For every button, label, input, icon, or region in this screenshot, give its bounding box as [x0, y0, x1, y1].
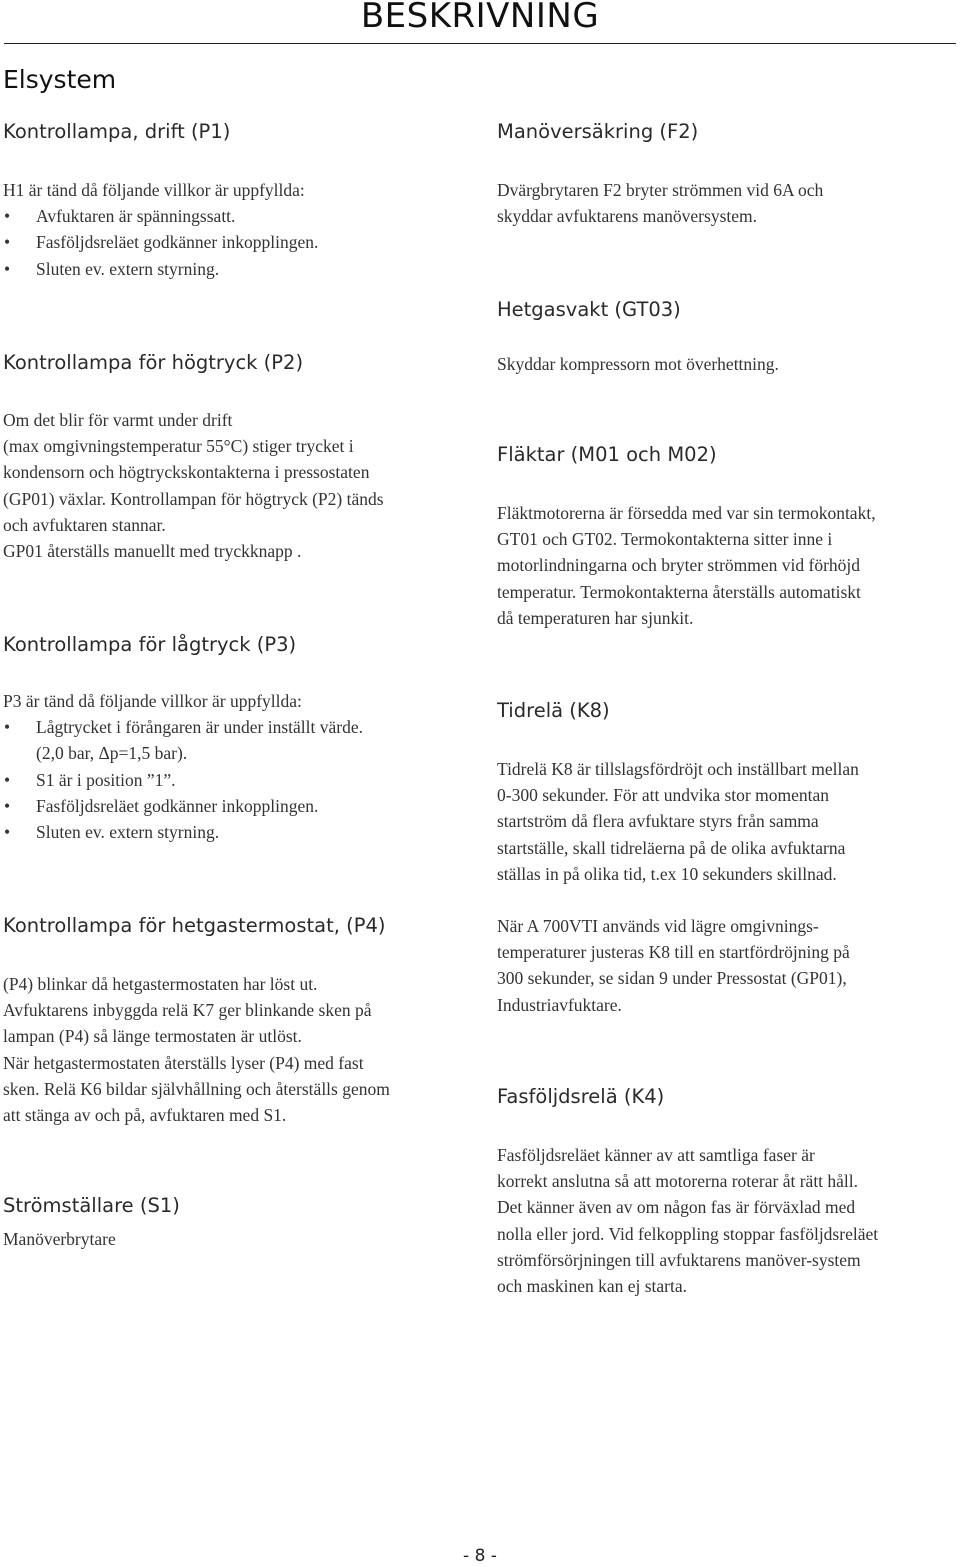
p4-line: sken. Relä K6 bildar självhållning och återställs genom: [3, 1078, 390, 1099]
p2-heading: Kontrollampa för högtryck (P2): [3, 351, 304, 374]
k8-line: startställe, skall tidreläerna på de olika avfuktarna: [497, 837, 846, 858]
p3-body: [3, 688, 363, 845]
gt03-heading: Hetgasvakt (GT03): [497, 298, 681, 321]
fans-line: då temperaturen har sjunkit.: [497, 607, 694, 628]
p3-heading: Kontrollampa för lågtryck (P3): [3, 633, 297, 656]
p1-bullet: • Sluten ev. extern styrning.: [3, 256, 318, 282]
k8-line: 0-300 sekunder. För att undvika stor momentan: [497, 785, 829, 806]
p1-body: [3, 177, 318, 282]
p2-line: (GP01) växlar. Kontrollampan för högtryck (P2) tänds: [3, 488, 384, 509]
section-heading: Elsystem: [3, 65, 117, 94]
p3-bullet: • Sluten ev. extern styrning.: [3, 819, 363, 845]
p3-bullet: • S1 är i position ”1”.: [3, 767, 363, 793]
p4-body: [3, 971, 390, 1128]
p4-line: lampan (P4) så länge termostaten är utlöst.: [3, 1026, 302, 1047]
k4-line: Fasföljdsreläet känner av att samtliga faser är: [497, 1145, 815, 1165]
p2-line: GP01 återställs manuellt med tryckknapp .: [3, 541, 302, 562]
p2-body: [3, 407, 384, 564]
f2-heading: Manöversäkring (F2): [497, 120, 699, 143]
p4-heading: Kontrollampa för hetgastermostat, (P4): [3, 914, 386, 937]
p2-line: (max omgivningstemperatur 55°C) stiger trycket i: [3, 436, 354, 457]
k8-body-2: [497, 913, 850, 1018]
k8-line: startström då flera avfuktare styrs från samma: [497, 811, 819, 832]
f2-line: Dvärgbrytaren F2 bryter strömmen vid 6A och: [497, 180, 824, 200]
k8-heading: Tidrelä (K8): [497, 699, 610, 722]
k8-line: 300 sekunder, se sidan 9 under Pressostat (GP01),: [497, 968, 847, 989]
s1-heading: Strömställare (S1): [3, 1194, 180, 1217]
k8-line: Tidrelä K8 är tillslagsfördröjt och inställbart mellan: [497, 759, 859, 779]
k8-line: När A 700VTI används vid lägre omgivnings-: [497, 916, 819, 936]
k4-line: och maskinen kan ej starta.: [497, 1276, 688, 1297]
k8-body: [497, 756, 859, 887]
fans-line: motorlindningarna och bryter strömmen vid förhöjd: [497, 555, 861, 576]
k4-heading: Fasföljdsrelä (K4): [497, 1085, 665, 1108]
gt03-text: Skyddar kompressorn mot överhettning.: [497, 354, 779, 374]
p1-bullet: • Avfuktaren är spänningssatt.: [3, 203, 318, 229]
p1-heading: Kontrollampa, drift (P1): [3, 120, 231, 143]
p4-line: Avfuktarens inbyggda relä K7 ger blinkande sken på: [3, 1000, 372, 1021]
k8-line: temperaturer justeras K8 till en startfördröjning på: [497, 942, 850, 963]
p3-bullet: • Lågtrycket i förångaren är under inställt värde.: [3, 714, 363, 740]
p4-line: att stänga av och på, avfuktaren med S1.: [3, 1105, 287, 1126]
k4-line: korrekt anslutna så att motorerna roterar åt rätt håll.: [497, 1171, 859, 1192]
f2-body: [497, 177, 823, 229]
p3-bullet-continuation: (2,0 bar, Δp=1,5 bar).: [36, 743, 188, 764]
k8-line: Industriavfuktare.: [497, 994, 622, 1015]
p1-intro: H1 är tänd då följande villkor är uppfyllda:: [3, 180, 305, 200]
k8-line: ställas in på olika tid, t.ex 10 sekunders skillnad.: [497, 863, 837, 884]
page-number: - 8 -: [463, 1546, 497, 1566]
fans-line: Fläktmotorerna är försedda med var sin termokontakt,: [497, 503, 876, 523]
fans-line: temperatur. Termokontakterna återställs automatiskt: [497, 581, 861, 602]
p4-line: (P4) blinkar då hetgastermostaten har löst ut.: [3, 974, 318, 994]
fans-body: [497, 500, 876, 631]
p2-line: Om det blir för varmt under drift: [3, 410, 233, 430]
k4-body: [497, 1142, 878, 1299]
k4-line: nolla eller jord. Vid felkoppling stoppar fasföljdsreläet: [497, 1223, 879, 1244]
p3-intro: P3 är tänd då följande villkor är uppfyllda:: [3, 691, 302, 711]
fans-heading: Fläktar (M01 och M02): [497, 443, 717, 466]
header-divider: [4, 43, 956, 44]
k4-line: Det känner även av om någon fas är förväxlad med: [497, 1197, 856, 1218]
fans-line: GT01 och GT02. Termokontakterna sitter inne i: [497, 529, 833, 550]
p2-line: och avfuktaren stannar.: [3, 514, 166, 535]
k4-line: strömförsörjningen till avfuktarens manöver-system: [497, 1249, 861, 1270]
p3-bullet: • Fasföljdsreläet godkänner inkopplingen.: [3, 793, 363, 819]
page-header-title: BESKRIVNING: [360, 0, 600, 36]
f2-line: skyddar avfuktarens manöversystem.: [497, 206, 757, 227]
p2-line: kondensorn och högtryckskontakterna i pressostaten: [3, 462, 370, 483]
p4-line: När hetgastermostaten återställs lyser (P4) med fast: [3, 1052, 364, 1073]
p1-bullet: • Fasföljdsreläet godkänner inkopplingen.: [3, 229, 318, 255]
s1-text: Manöverbrytare: [3, 1229, 116, 1249]
